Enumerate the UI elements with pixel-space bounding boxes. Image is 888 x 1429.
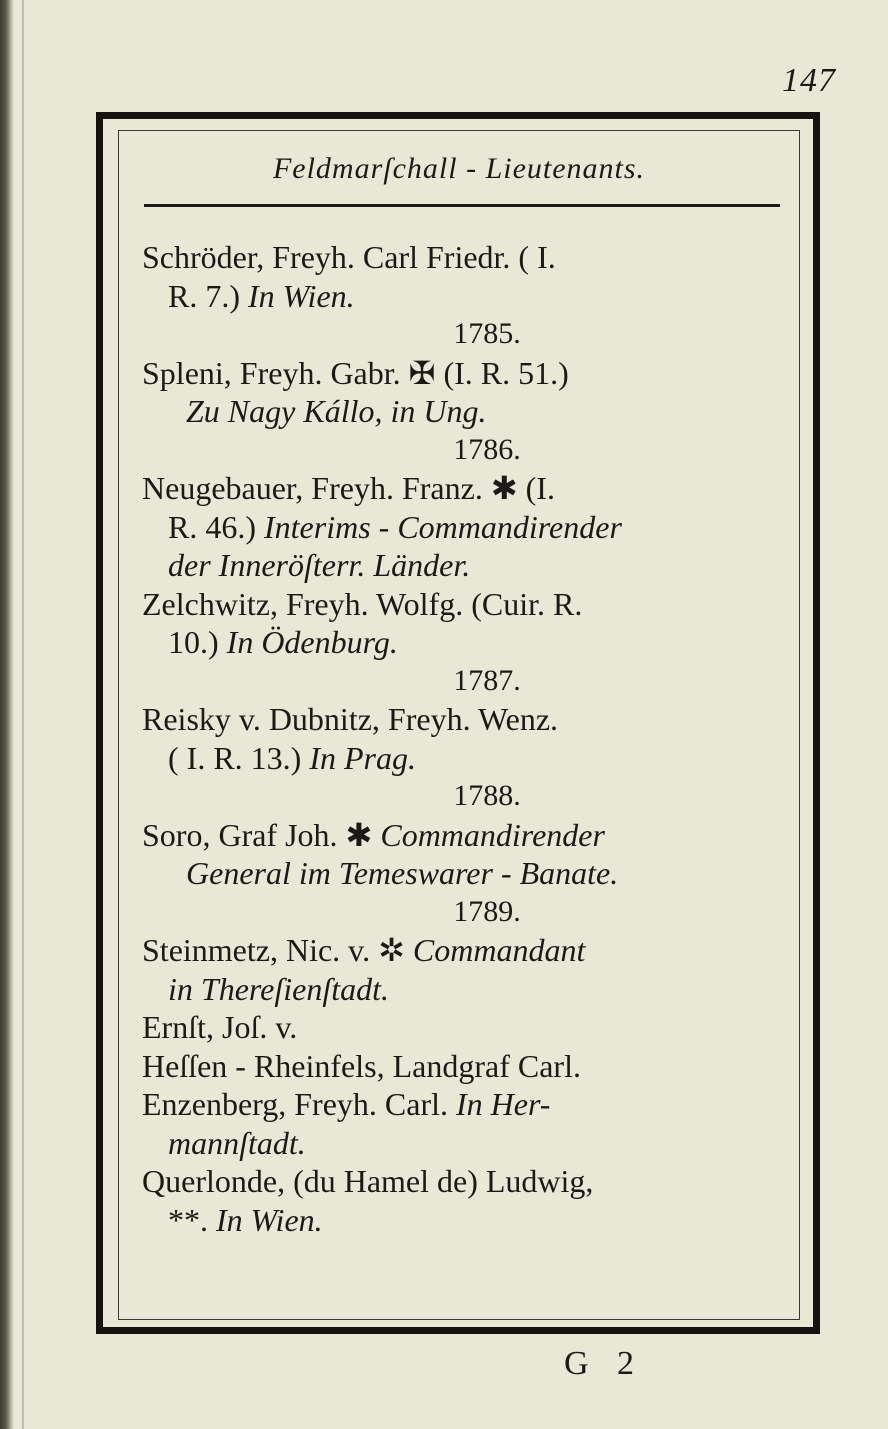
year-heading: 1788.: [453, 779, 521, 812]
roster-line: R. 7.) In Wien.: [168, 277, 355, 314]
roster-list: [142, 238, 802, 1239]
year-heading: 1787.: [453, 663, 521, 697]
roster-line: General im Temeswarer - Banate.: [186, 855, 619, 891]
section-heading: Feldmarſchall - Lieutenants.: [272, 152, 646, 185]
roster-line: der Inneröſterr. Länder.: [168, 547, 471, 583]
roster-line: Spleni, Freyh. Gabr. ✠ (I. R. 51.): [142, 354, 569, 391]
roster-line: Reisky v. Dubnitz, Freyh. Wenz.: [142, 701, 559, 737]
year-heading: 1785.: [453, 317, 521, 350]
roster-line: Zelchwitz, Freyh. Wolfg. (Cuir. R.: [142, 585, 583, 622]
roster-line: Schröder, Freyh. Carl Friedr. ( I.: [142, 239, 556, 275]
roster-line: **. In Wien.: [168, 1201, 323, 1238]
roster-line: 10.) In Ödenburg.: [168, 624, 398, 660]
year-heading: 1786.: [453, 432, 521, 466]
roster-line: mannſtadt.: [168, 1124, 306, 1161]
page-number: 147: [782, 62, 836, 99]
roster-line: Enzenberg, Freyh. Carl. In Her-: [142, 1086, 551, 1122]
roster-line: Steinmetz, Nic. v. ✲ Commandant: [142, 932, 586, 968]
roster-line: R. 46.) Interims - Commandirender: [168, 508, 622, 545]
roster-line: Ernſt, Joſ. v.: [142, 1009, 298, 1045]
roster-line: Heſſen - Rheinfels, Landgraf Carl.: [142, 1047, 581, 1084]
signature-mark: G 2: [564, 1345, 645, 1382]
heading-rule: [144, 204, 780, 207]
roster-line: Zu Nagy Kállo, in Ung.: [186, 393, 487, 429]
roster-line: Soro, Graf Joh. ✱ Commandirender: [142, 816, 605, 853]
roster-line: Querlonde, (du Hamel de) Ludwig,: [142, 1163, 594, 1199]
year-heading: 1789.: [453, 894, 521, 928]
roster-line: in Thereſienſtadt.: [168, 970, 390, 1007]
gutter-line: [22, 0, 24, 1429]
roster-line: ( I. R. 13.) In Prag.: [168, 739, 416, 776]
book-spine-shadow: [0, 0, 14, 1429]
roster-line: Neugebauer, Freyh. Franz. ✱ (I.: [142, 470, 555, 506]
